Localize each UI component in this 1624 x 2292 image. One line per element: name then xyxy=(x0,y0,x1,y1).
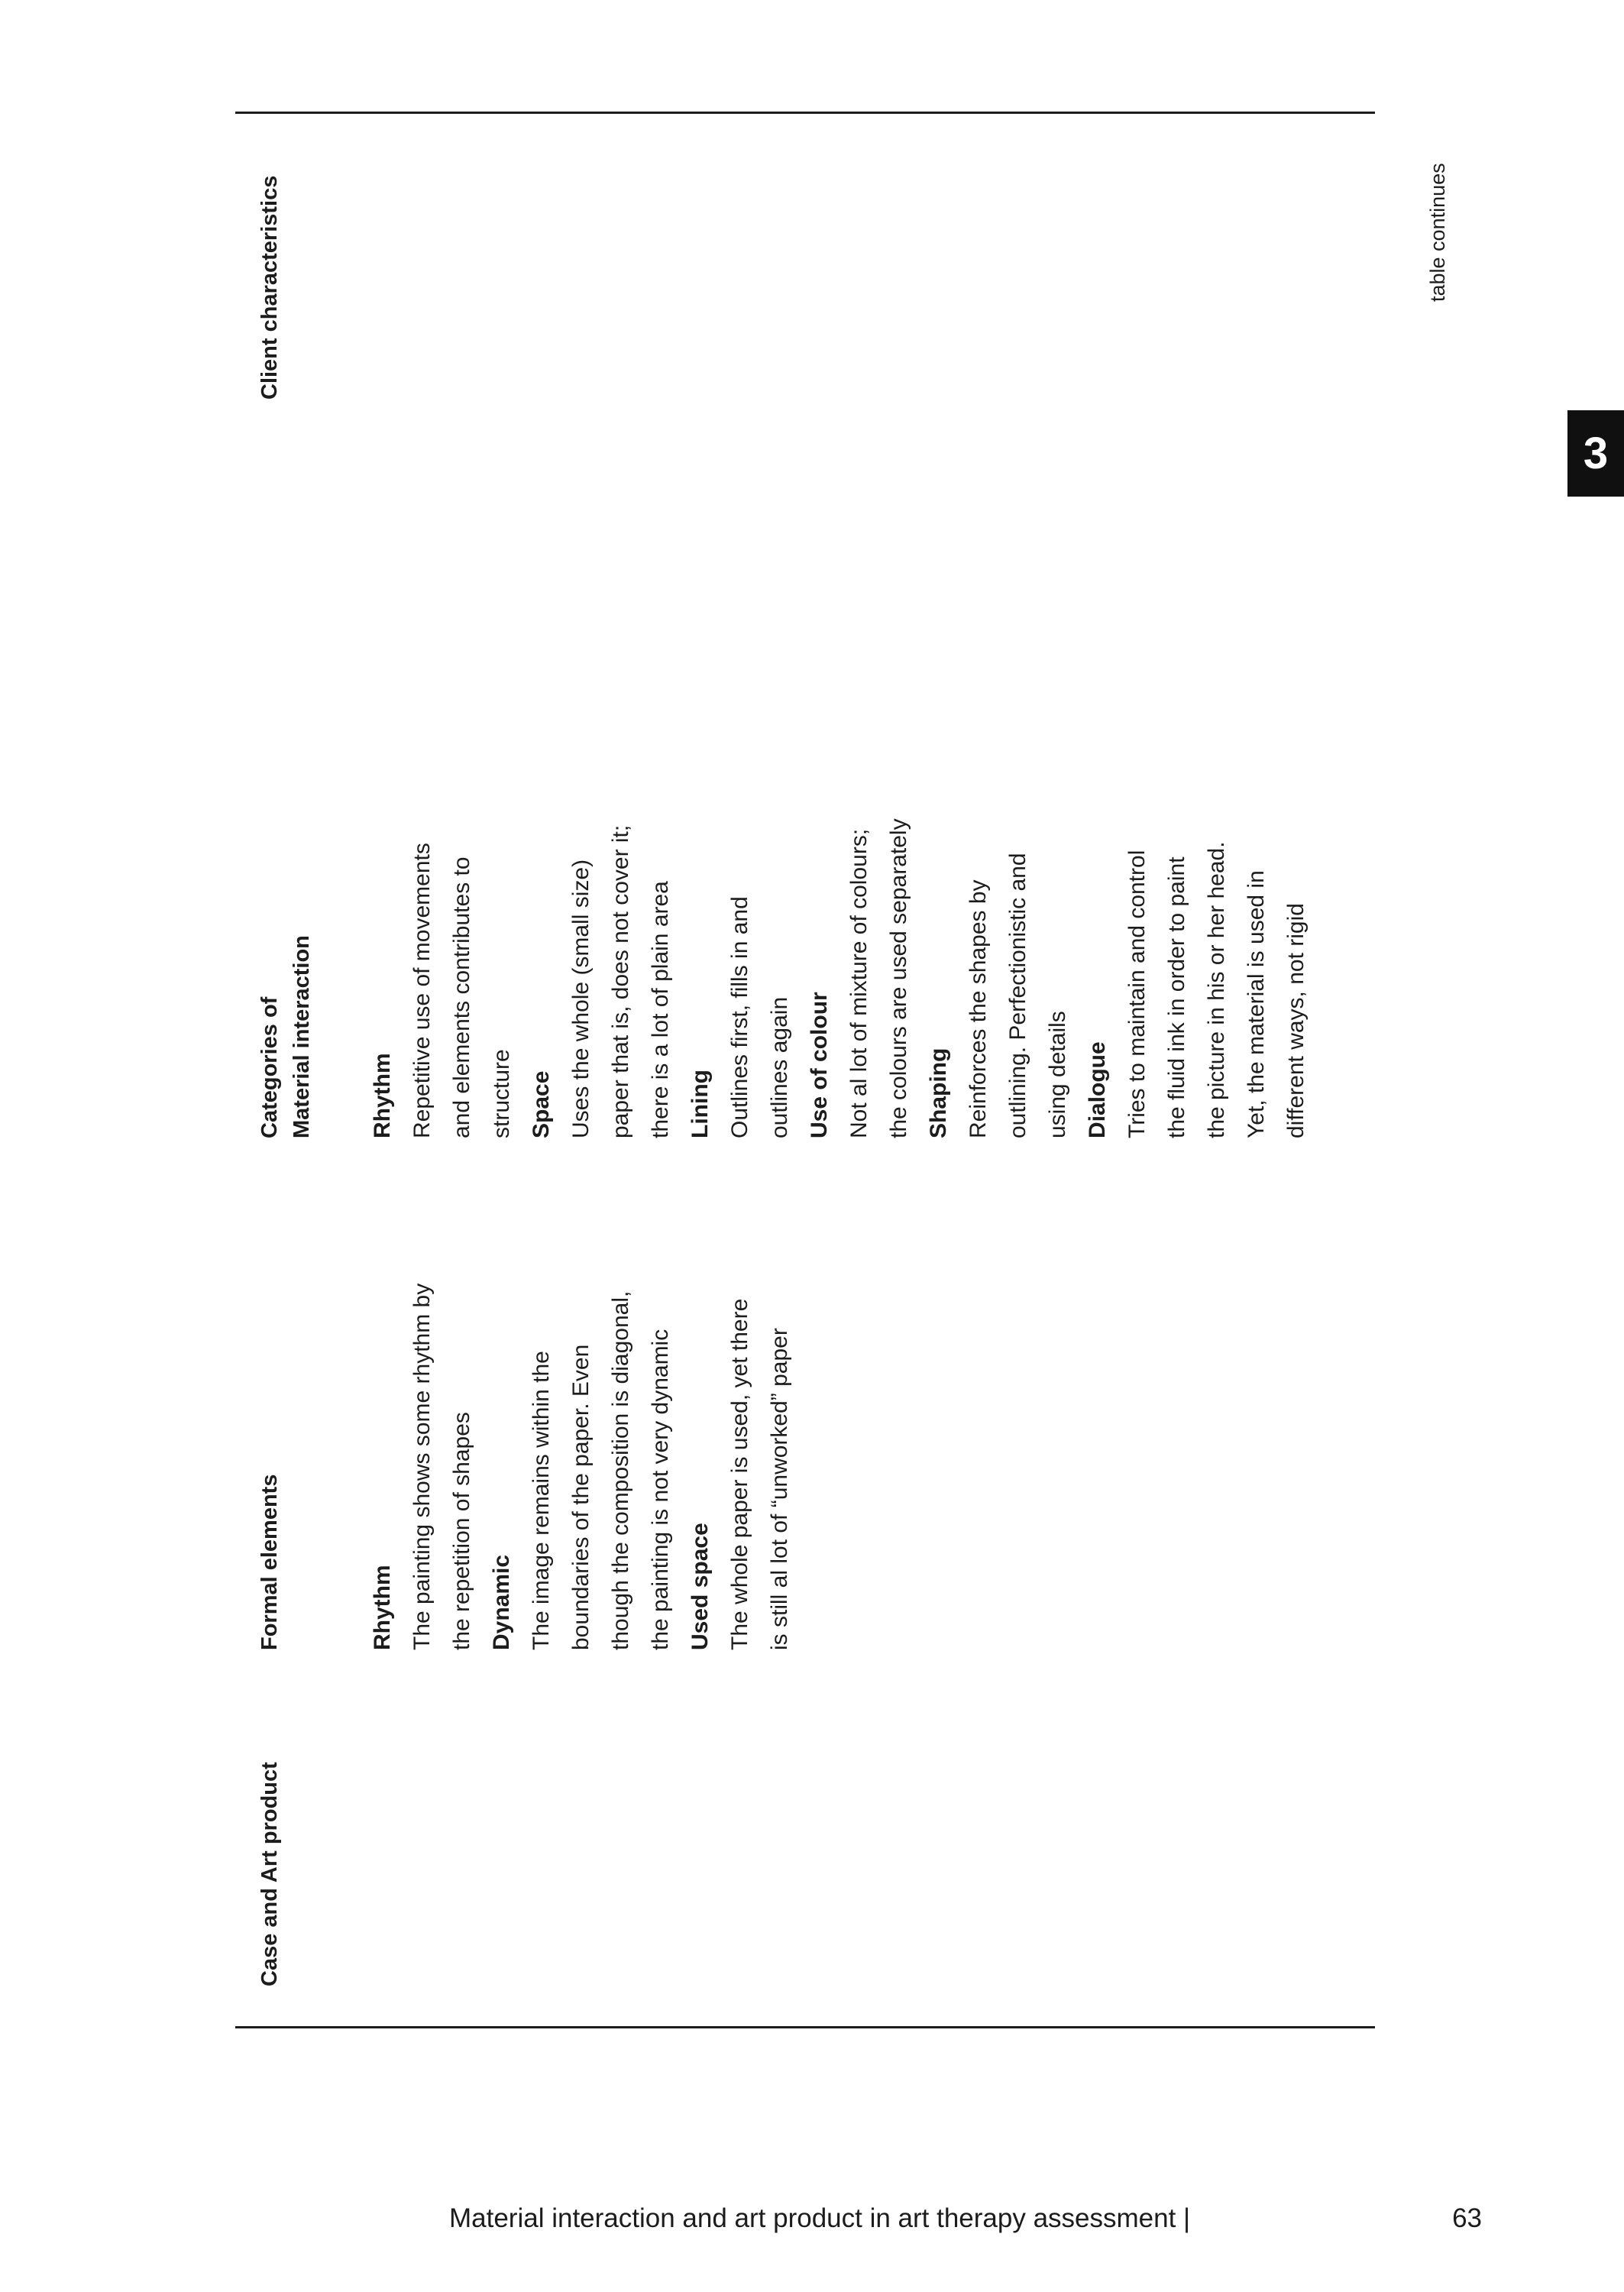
segment-line: boundaries of the paper. Even xyxy=(568,1344,594,1650)
segment-heading: Rhythm xyxy=(370,1053,395,1138)
segment-line: the repetition of shapes xyxy=(449,1412,474,1650)
segment-heading: Shaping xyxy=(926,1047,951,1138)
table-column-case xyxy=(237,1662,1375,2028)
segment-line: Not al lot of mixture of colours; xyxy=(846,828,872,1138)
segment-heading: Space xyxy=(529,1070,554,1138)
segment-line: different ways, not rigid xyxy=(1283,903,1309,1138)
segment-line: The painting shows some rhythm by xyxy=(409,1283,435,1650)
segment-heading: Use of colour xyxy=(807,992,832,1138)
segment-line: paper that is, does not cover it; xyxy=(608,824,633,1138)
segment-line: the colours are used separately xyxy=(886,818,911,1138)
segment-heading: Lining xyxy=(687,1070,713,1138)
column-header-case xyxy=(254,1662,363,1986)
segment-line: The image remains within the xyxy=(529,1351,554,1650)
footer-title: Material interaction and art product in art therapy assessment | xyxy=(449,2203,1191,2233)
chapter-number: 3 xyxy=(1583,429,1609,478)
segment-line: using details xyxy=(1045,1011,1070,1138)
segment-heading: Rhythm xyxy=(370,1565,395,1650)
segment-line: outlines again xyxy=(767,996,792,1138)
segment-line: outlining. Perfectionistic and xyxy=(1005,853,1030,1138)
column-header-line: Formal elements xyxy=(257,1474,282,1650)
page-footer xyxy=(449,2202,1482,2235)
column-header-line: Client characteristics xyxy=(257,175,282,400)
chapter-tab xyxy=(1567,410,1624,497)
segment-line: the fluid ink in order to paint xyxy=(1164,856,1189,1138)
page-number: 63 xyxy=(1452,2203,1482,2233)
column-body-formal xyxy=(363,1150,800,1650)
segment-line: Tries to maintain and control xyxy=(1124,850,1150,1138)
segment-line: is still al lot of “unworked” paper xyxy=(767,1328,792,1650)
segment-line: Repetitive use of movements xyxy=(409,843,435,1138)
table-column-client xyxy=(237,113,1375,409)
column-header-categories xyxy=(254,409,363,1138)
table-continues-note xyxy=(1422,111,1453,302)
column-body-categories xyxy=(363,409,1316,1138)
table-column-formal xyxy=(237,1150,1375,1662)
column-header-formal xyxy=(254,1150,363,1650)
segment-line: there is a lot of plain area xyxy=(648,881,673,1138)
segment-heading: Used space xyxy=(687,1523,713,1650)
table-column-categories xyxy=(237,409,1375,1150)
column-header-line: Categories of xyxy=(257,996,282,1138)
segment-line: Reinforces the shapes by xyxy=(966,879,991,1138)
column-header-line: Material interaction xyxy=(290,935,314,1138)
segment-line: Uses the whole (small size) xyxy=(568,859,594,1138)
segment-line: Yet, the material is used in xyxy=(1244,870,1269,1138)
segment-line: and elements contributes to xyxy=(449,856,474,1138)
column-header-client xyxy=(254,113,363,400)
segment-heading: Dynamic xyxy=(489,1554,514,1650)
table-continues-label: table continues xyxy=(1426,163,1449,302)
assessment-table xyxy=(237,113,1375,2028)
segment-heading: Dialogue xyxy=(1085,1041,1110,1138)
segment-line: though the composition is diagonal, xyxy=(608,1290,633,1650)
segment-line: the painting is not very dynamic xyxy=(648,1329,673,1650)
segment-line: The whole paper is used, yet there xyxy=(727,1298,752,1650)
column-header-line: Case and Art product xyxy=(257,1762,282,1986)
segment-line: structure xyxy=(489,1049,514,1138)
segment-line: Outlines first, fills in and xyxy=(727,896,752,1138)
segment-line: the picture in his or her head. xyxy=(1204,841,1229,1138)
